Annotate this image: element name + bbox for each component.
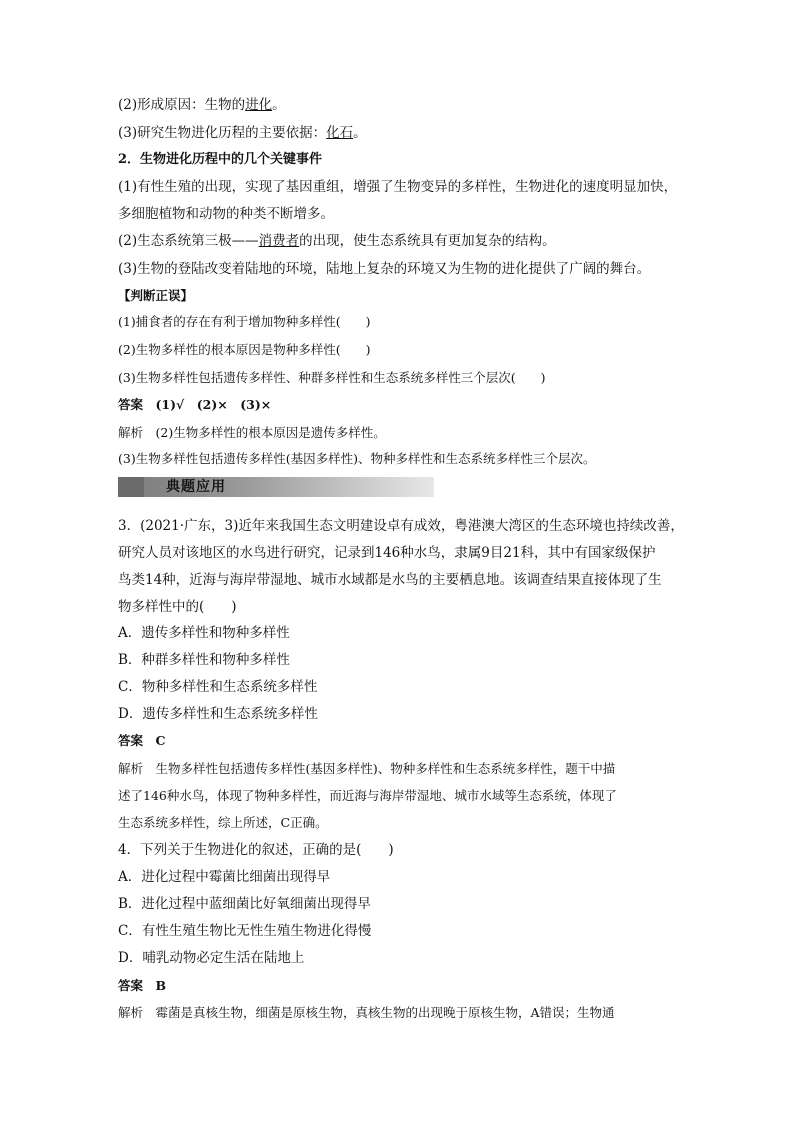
section-heading: 2．生物进化历程中的几个关键事件	[118, 152, 323, 167]
option-b: B．种群多样性和物种多样性	[118, 652, 290, 668]
judge-title: 【判断正误】	[118, 288, 194, 303]
text-line: (2)形成原因：生物的进化。	[118, 97, 286, 113]
answer-line: 答案 B	[118, 978, 167, 993]
option-b: B．进化过程中蓝细菌比好氧细菌出现得早	[118, 896, 371, 912]
judge-item: (2)生物多样性的根本原因是物种多样性( )	[118, 342, 371, 357]
explanation-line: 述了146种水鸟，体现了物种多样性，而近海与海岸带湿地、城市水域等生态系统，体现了	[118, 788, 617, 803]
option-a: A．遗传多样性和物种多样性	[118, 625, 290, 641]
underlined-answer: 化石	[326, 125, 354, 141]
option-d: D．遗传多样性和生态系统多样性	[118, 706, 318, 722]
question-line: 4．下列关于生物进化的叙述，正确的是( )	[118, 842, 394, 858]
answer-line: 答案 (1)√ (2)× (3)×	[118, 397, 272, 412]
explanation-line: 解析 霉菌是真核生物，细菌是原核生物，真核生物的出现晚于原核生物，A错误；生物通	[118, 1005, 615, 1020]
option-a: A．进化过程中霉菌比细菌出现得早	[118, 869, 331, 885]
explanation-line: (3)生物多样性包括遗传多样性(基因多样性)、物种多样性和生态系统多样性三个层次。	[118, 451, 596, 466]
text-line: (1)有性生殖的出现，实现了基因重组，增强了生物变异的多样性，生物进化的速度明显加快，	[118, 179, 678, 195]
text-line: 多细胞植物和动物的种类不断增多。	[118, 206, 334, 222]
text-line: (2)生态系统第三极——消费者的出现，使生态系统具有更加复杂的结构。	[118, 233, 556, 249]
banner-accent	[118, 477, 144, 497]
section-banner	[118, 477, 434, 497]
banner-title: 典题应用	[166, 479, 226, 495]
judge-item: (1)捕食者的存在有利于增加物种多样性( )	[118, 314, 371, 329]
explanation-line: 生态系统多样性，综上所述，C正确。	[118, 815, 328, 830]
judge-item: (3)生物多样性包括遗传多样性、种群多样性和生态系统多样性三个层次( )	[118, 370, 546, 385]
option-c: C．有性生殖生物比无性生殖生物进化得慢	[118, 923, 372, 939]
question-line: 3．(2021·广东，3)近年来我国生态文明建设卓有成效，粤港澳大湾区的生态环境也持续改善，	[118, 518, 684, 534]
text-line: (3)生物的登陆改变着陆地的环境，陆地上复杂的环境又为生物的进化提供了广阔的舞台。	[118, 261, 651, 277]
explanation-line: 解析 (2)生物多样性的根本原因是遗传多样性。	[118, 425, 386, 440]
question-line: 物多样性中的( )	[118, 599, 237, 615]
explanation-line: 解析 生物多样性包括遗传多样性(基因多样性)、物种多样性和生态系统多样性，题干中描	[118, 761, 616, 776]
option-d: D．哺乳动物必定生活在陆地上	[118, 950, 305, 966]
answer-line: 答案 C	[118, 733, 166, 748]
question-line: 研究人员对该地区的水鸟进行研究，记录到146种水鸟，隶属9目21科，其中有国家级保护	[118, 545, 656, 561]
text-line: (3)研究生物进化历程的主要依据：化石。	[118, 125, 367, 141]
underlined-answer: 进化	[245, 97, 273, 113]
underlined-answer: 消费者	[258, 233, 300, 249]
question-line: 鸟类14种，近海与海岸带湿地、城市水域都是水鸟的主要栖息地。该调查结果直接体现了生	[118, 572, 662, 588]
option-c: C．物种多样性和生态系统多样性	[118, 679, 318, 695]
